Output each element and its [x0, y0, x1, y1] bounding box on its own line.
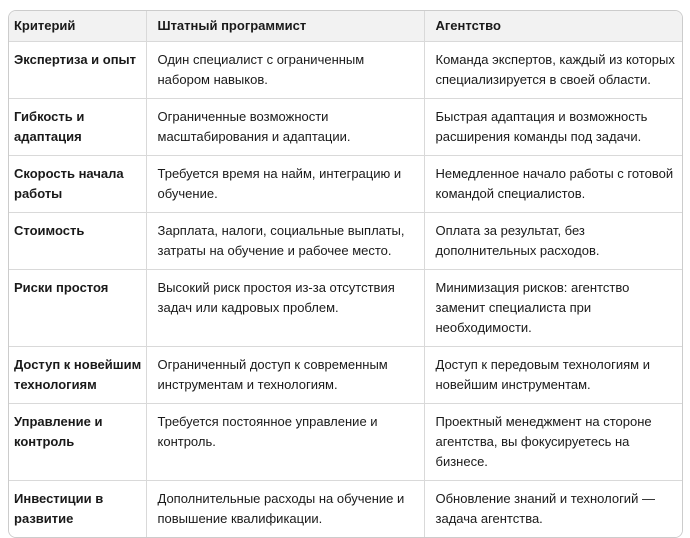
table-row — [9, 270, 683, 347]
table-row — [9, 213, 683, 270]
cell-criterion: Экспертиза и опыт — [9, 42, 146, 99]
cell-staff: Ограниченный доступ к современным инструментам и технологиям. — [146, 347, 424, 404]
table-row — [9, 156, 683, 213]
cell-staff: Высокий риск простоя из-за отсутствия задач или кадровых проблем. — [146, 270, 424, 347]
cell-criterion: Доступ к новейшим технологиям — [9, 347, 146, 404]
cell-agency: Доступ к передовым технологиям и новейшим инструментам. — [424, 347, 683, 404]
cell-staff: Требуется постоянное управление и контроль. — [146, 404, 424, 481]
cell-staff: Один специалист с ограниченным набором навыков. — [146, 42, 424, 99]
column-header-staff-programmer: Штатный программист — [146, 11, 424, 42]
cell-criterion: Скорость начала работы — [9, 156, 146, 213]
comparison-table — [9, 11, 683, 537]
cell-agency: Обновление знаний и технологий — задача агентства. — [424, 481, 683, 538]
cell-staff: Дополнительные расходы на обучение и повышение квалификации. — [146, 481, 424, 538]
cell-criterion: Гибкость и адаптация — [9, 99, 146, 156]
cell-agency: Быстрая адаптация и возможность расширения команды под задачи. — [424, 99, 683, 156]
table-row — [9, 481, 683, 538]
header-row — [9, 11, 683, 42]
table-row — [9, 347, 683, 404]
cell-criterion: Риски простоя — [9, 270, 146, 347]
cell-agency: Проектный менеджмент на стороне агентства, вы фокусируетесь на бизнесе. — [424, 404, 683, 481]
cell-criterion: Стоимость — [9, 213, 146, 270]
table-row — [9, 404, 683, 481]
column-header-agency: Агентство — [424, 11, 683, 42]
table-header — [9, 11, 683, 42]
table-row — [9, 99, 683, 156]
cell-staff: Требуется время на найм, интеграцию и обучение. — [146, 156, 424, 213]
cell-agency: Оплата за результат, без дополнительных расходов. — [424, 213, 683, 270]
column-header-criterion: Критерий — [9, 11, 146, 42]
table-body — [9, 42, 683, 538]
cell-staff: Зарплата, налоги, социальные выплаты, затраты на обучение и рабочее место. — [146, 213, 424, 270]
cell-criterion: Управление и контроль — [9, 404, 146, 481]
cell-agency: Немедленное начало работы с готовой командой специалистов. — [424, 156, 683, 213]
cell-staff: Ограниченные возможности масштабирования и адаптации. — [146, 99, 424, 156]
cell-criterion: Инвестиции в развитие — [9, 481, 146, 538]
comparison-table-container — [8, 10, 683, 538]
table-row — [9, 42, 683, 99]
cell-agency: Команда экспертов, каждый из которых специализируется в своей области. — [424, 42, 683, 99]
cell-agency: Минимизация рисков: агентство заменит специалиста при необходимости. — [424, 270, 683, 347]
